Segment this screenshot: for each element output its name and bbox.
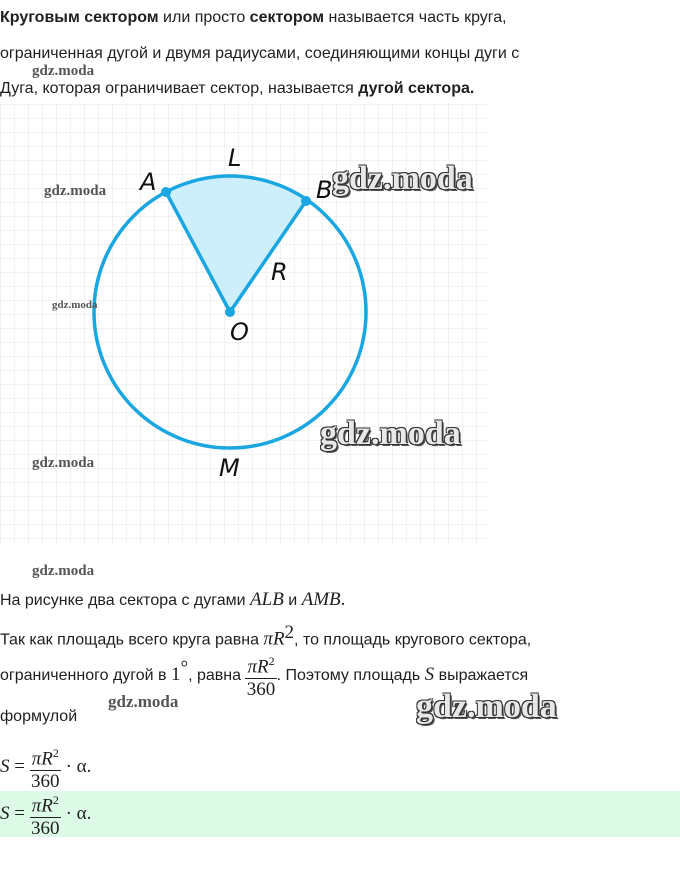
degree-value: 1	[170, 663, 181, 685]
watermark: gdz.moda	[44, 183, 107, 199]
label-b: B	[316, 176, 333, 204]
symbol-s: S	[424, 663, 435, 685]
fraction-exponent: 2	[268, 654, 275, 668]
area-formula: πR	[263, 628, 285, 650]
body-text: . Поэтому площадь	[276, 666, 425, 684]
definition-line-1	[0, 9, 507, 27]
body-text: На рисунке два сектора с дугами	[0, 592, 251, 609]
formula-lhs: S	[0, 755, 10, 777]
body-text: .	[340, 589, 346, 610]
sentence-formula-label: формулой	[0, 708, 78, 725]
watermark: gdz.moda	[52, 299, 98, 311]
label-l: L	[228, 144, 242, 172]
formula-numerator: πR	[31, 795, 53, 817]
definition-text: Дуга, которая ограничивает сектор, называется	[0, 80, 359, 97]
formula-exponent: 2	[52, 746, 59, 760]
term-circular-sector: Круговым сектором	[0, 9, 159, 26]
formula	[0, 742, 91, 790]
definition-line-2: ограниченная дугой и двумя радиусами, соединяющими концы дуги с	[0, 45, 520, 62]
formula-rhs: · α.	[60, 755, 92, 777]
body-text: , то площадь кругового сектора,	[294, 631, 532, 649]
label-a: A	[140, 168, 157, 196]
term-sector: сектором	[249, 9, 325, 26]
degree-sign: °	[180, 657, 189, 679]
watermark: gdz.moda	[108, 692, 179, 711]
formula-fraction	[30, 742, 61, 790]
arc-amb: AMB	[301, 589, 341, 610]
definition-line-3	[0, 80, 474, 98]
body-text: Так как площадь всего круга равна	[0, 631, 264, 649]
term-arc-of-sector: дугой сектора	[358, 80, 470, 97]
formula-denominator: 360	[31, 771, 60, 790]
sentence-two-sectors	[0, 589, 345, 611]
body-text: выражается	[434, 666, 529, 684]
watermark: gdz.moda	[32, 63, 95, 79]
point-o	[225, 307, 235, 317]
point-b	[301, 196, 311, 206]
watermark-large: gdz.moda	[332, 160, 473, 197]
body-text: , равна	[188, 666, 246, 684]
fraction-pr2-360	[245, 650, 276, 701]
formula-highlight-block	[0, 791, 680, 837]
formula-rhs: · α.	[60, 802, 92, 824]
formula-fraction	[30, 789, 61, 837]
fraction-denominator: 360	[246, 679, 276, 701]
watermark: gdz.moda	[32, 563, 95, 579]
definition-text: или просто	[158, 9, 250, 26]
fraction-numerator: πR	[247, 656, 269, 678]
area-exponent: 2	[284, 622, 295, 643]
body-text: ограниченного дугой в	[0, 666, 171, 684]
arc-alb: ALB	[250, 589, 284, 610]
formula-highlighted	[0, 789, 91, 837]
body-text: и	[283, 592, 302, 609]
watermark-large: gdz.moda	[320, 415, 461, 452]
formula-equals: =	[9, 802, 30, 824]
formula-numerator: πR	[31, 748, 53, 770]
point-a	[161, 187, 171, 197]
formula-denominator: 360	[31, 818, 60, 837]
sentence-circle-area	[0, 622, 531, 650]
definition-text: .	[469, 80, 475, 97]
definition-text: называется часть круга,	[324, 9, 507, 26]
label-m: M	[219, 454, 240, 482]
watermark: gdz.moda	[32, 455, 95, 471]
label-r: R	[271, 258, 288, 286]
label-o: O	[230, 318, 249, 346]
formula-equals: =	[9, 755, 30, 777]
formula-exponent: 2	[52, 793, 59, 807]
watermark-large: gdz.moda	[416, 688, 557, 725]
formula-lhs: S	[0, 802, 10, 824]
